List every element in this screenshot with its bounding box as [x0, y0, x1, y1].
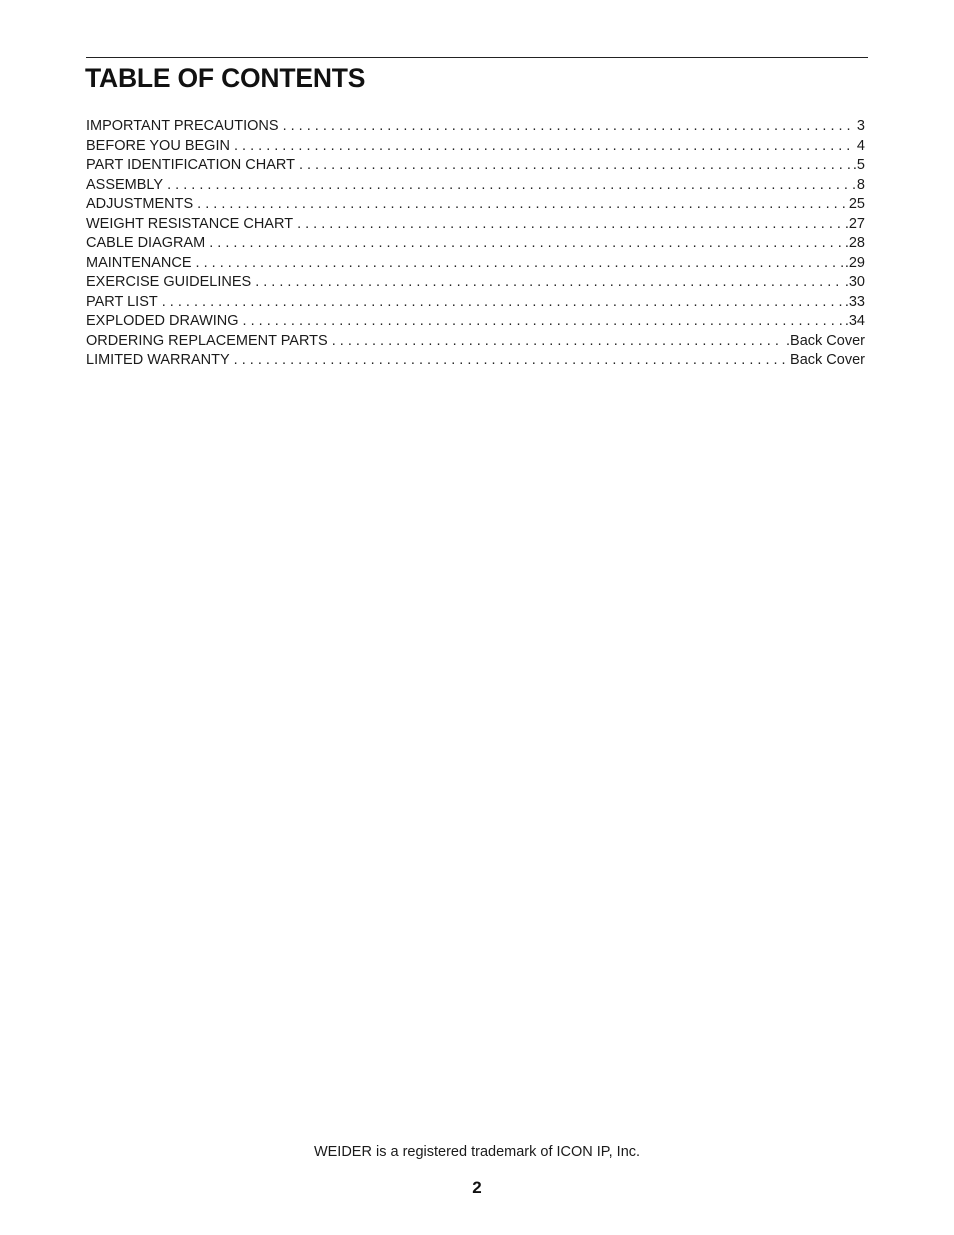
toc-entry-page: .33	[844, 293, 865, 310]
dot-leader	[297, 215, 843, 235]
toc-entry-maintenance[interactable]	[86, 254, 865, 274]
trademark-notice: WEIDER is a registered trademark of ICON IP, Inc.	[313, 1144, 641, 1160]
toc-entry-exploded-drawing[interactable]	[86, 312, 865, 332]
toc-entry-label: MAINTENANCE	[86, 254, 192, 271]
toc-entry-exercise-guidelines[interactable]	[86, 273, 865, 293]
toc-entry-label: PART LIST	[86, 293, 158, 310]
page-number: 2	[472, 1178, 482, 1197]
toc-entry-label: ASSEMBLY	[86, 176, 164, 193]
toc-entry-ordering-replacement-parts[interactable]	[86, 332, 865, 352]
toc-entry-label: CABLE DIAGRAM	[86, 235, 206, 251]
toc-entry-page: .27	[844, 215, 865, 232]
toc-entry-limited-warranty[interactable]	[86, 351, 865, 371]
toc-entry-page: Back Cover	[790, 352, 865, 368]
dot-leader	[234, 137, 855, 157]
dot-leader	[162, 293, 843, 313]
toc-entry-before-you-begin[interactable]	[86, 137, 865, 157]
toc-entry-page: .5	[852, 157, 865, 173]
dot-leader	[243, 312, 843, 332]
toc-entry-label: IMPORTANT PRECAUTIONS	[86, 118, 279, 134]
toc-entry-cable-diagram[interactable]	[86, 234, 865, 254]
toc-entry-page: .30	[844, 274, 865, 290]
toc-entry-page: 3	[856, 118, 865, 134]
toc-entry-label: ADJUSTMENTS	[86, 196, 194, 212]
dot-leader	[197, 195, 847, 215]
toc-entry-part-identification-chart[interactable]	[86, 156, 865, 176]
toc-entry-part-list[interactable]	[86, 293, 865, 313]
toc-entry-page: .34	[844, 313, 865, 329]
table-of-contents	[86, 117, 865, 371]
dot-leader	[255, 273, 843, 293]
page-title: TABLE OF CONTENTS	[85, 63, 366, 93]
dot-leader	[196, 254, 843, 274]
toc-entry-page: .28	[844, 235, 865, 251]
toc-entry-important-precautions[interactable]	[86, 117, 865, 137]
toc-entry-assembly[interactable]	[86, 176, 865, 196]
toc-entry-label: PART IDENTIFICATION CHART	[86, 157, 295, 173]
toc-entry-page: .Back Cover	[786, 332, 865, 349]
toc-entry-label: LIMITED WARRANTY	[86, 352, 230, 368]
toc-entry-label: EXERCISE GUIDELINES	[86, 274, 252, 290]
toc-entry-label: WEIGHT RESISTANCE CHART	[86, 215, 294, 232]
toc-entry-page: .29	[844, 254, 865, 271]
dot-leader	[167, 176, 855, 196]
dot-leader	[332, 332, 784, 352]
dot-leader	[209, 234, 843, 254]
dot-leader	[234, 351, 788, 371]
toc-entry-label: BEFORE YOU BEGIN	[86, 137, 230, 154]
dot-leader	[283, 117, 855, 137]
toc-entry-label: ORDERING REPLACEMENT PARTS	[86, 332, 328, 349]
toc-entry-page: 4	[856, 137, 865, 154]
dot-leader	[299, 156, 851, 176]
toc-entry-weight-resistance-chart[interactable]	[86, 215, 865, 235]
toc-entry-page: 8	[856, 176, 865, 193]
toc-entry-adjustments[interactable]	[86, 195, 865, 215]
top-rule	[86, 57, 868, 58]
toc-entry-label: EXPLODED DRAWING	[86, 313, 239, 329]
toc-entry-page: 25	[848, 196, 865, 212]
